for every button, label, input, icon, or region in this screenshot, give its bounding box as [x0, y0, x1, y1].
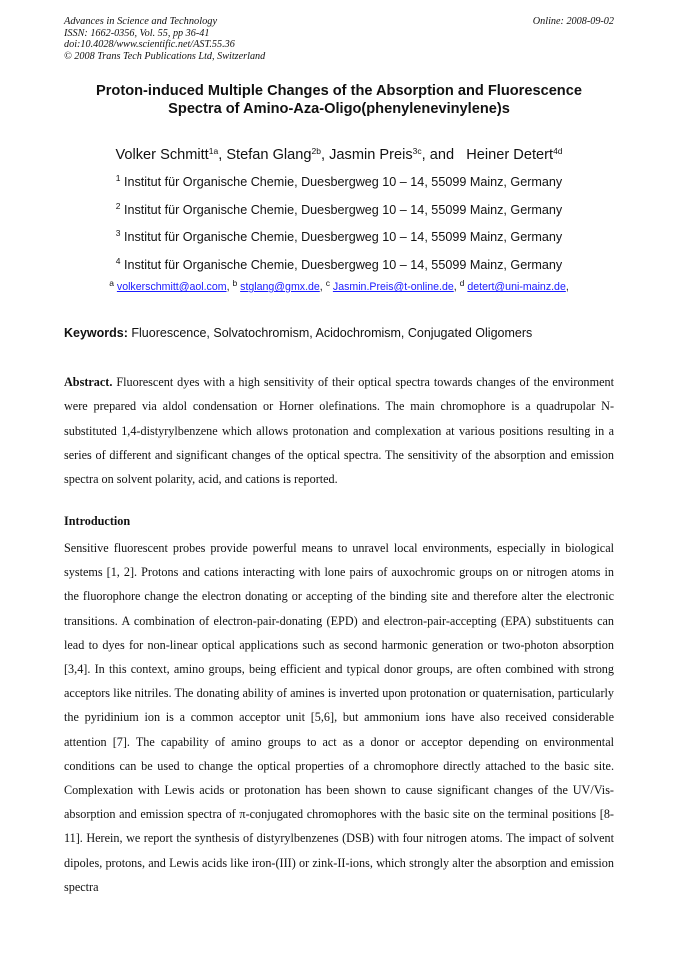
abstract — [64, 370, 614, 491]
affiliation-number: 1 — [115, 173, 121, 183]
email-link[interactable]: volkerschmitt@aol.com — [116, 281, 227, 293]
author-affil-mark: 2b — [311, 146, 321, 156]
email-mark: c — [325, 278, 330, 288]
abstract-text: Fluorescent dyes with a high sensitivity of their optical spectra towards changes of the environment were prepared via aldol condensation or Horner olefinations. The main chromophore is a quadrupolar N-substituted 1,4-distyrylbenzene which allows protonation and complexation at various positions resulting in a series of different and significant changes of the optical spectra. The sensitivity of the absorption and emission spectra on solvent polarity, acid, and cations is reported. — [64, 375, 614, 487]
author-affil-mark: 1a — [208, 146, 219, 156]
affiliation-number: 3 — [115, 228, 121, 238]
affiliation-text: Institut für Organische Chemie, Duesbergweg 10 – 14, 55099 Mainz, Germany — [124, 258, 563, 272]
author — [329, 147, 462, 163]
title-line-1: Proton-induced Multiple Changes of the Absorption and Fluorescence — [96, 83, 582, 99]
author-name: Jasmin Preis — [329, 147, 413, 163]
email-mark: d — [459, 278, 465, 288]
affiliation — [40, 174, 638, 190]
introduction-text: Sensitive fluorescent probes provide powerful means to unravel local environments, especially in biological systems [1, 2]. Protons and cations interacting with lone pairs of auxochromic groups on or nitrogen atoms in the fluorophore change the electron donating or accepting of the binding site and therefore alter the electronic transitions. A combination of electron-pair-donating (EPD) and electron-pair-accepting (EPA) substituents can lead to dyes for non-linear optical applications such as second harmonic generation or two-photon absorption [3,4]. In this context, amino groups, being efficient and typical donor groups, are often combined with strong acceptors like nitriles. The donating ability of amines is inverted upon protonation or quaternisation, particularly the pyridinium ion is a common acceptor unit [5,6], but ammonium ions have also received considerable attention [7]. The capability of amino groups to act as a donor or acceptor depending on environmental conditions can be used to change the optical properties of a chromophore directly attached to the basic site. Complexation with Lewis acids or protonation has been shown to cause significant changes of the UV/Vis-absorption and emission spectra of π-conjugated chromophores with the basic site on the terminal positions [8-11]. Herein, we report the synthesis of distyrylbenzenes (DSB) with four nitrogen atoms. The impact of solvent dipoles, protons, and Lewis acids like iron-(III) or zink-II-ions, which strongly alter the absorption and emission spectra — [64, 541, 614, 894]
author-name: Volker Schmitt — [115, 147, 209, 163]
abstract-label: Abstract. — [64, 375, 113, 389]
keywords-label: Keywords: — [64, 326, 128, 340]
section-heading-introduction: Introduction — [64, 514, 131, 528]
email-separator: , — [565, 281, 569, 293]
author-name: Heiner Detert — [466, 147, 554, 163]
author-affil-mark: 3c — [412, 146, 422, 156]
journal-name: Advances in Science and Technology — [64, 16, 218, 27]
author-name: Stefan Glang — [226, 147, 312, 163]
email-mark: a — [109, 278, 114, 288]
affiliation-text: Institut für Organische Chemie, Duesbergweg 10 – 14, 55099 Mainz, Germany — [124, 175, 563, 189]
author-separator: , — [321, 147, 330, 163]
copyright-line: © 2008 Trans Tech Publications Ltd, Switzerland — [64, 50, 266, 62]
email-separator: , — [319, 281, 326, 293]
email-link[interactable]: stglang@gmx.de — [240, 281, 320, 293]
author-separator: , — [218, 147, 227, 163]
paper-title — [40, 82, 638, 118]
affiliation — [40, 229, 638, 245]
email-mark: b — [232, 278, 238, 288]
affiliation-text: Institut für Organische Chemie, Duesbergweg 10 – 14, 55099 Mainz, Germany — [124, 230, 563, 244]
keywords-text: Fluorescence, Solvatochromism, Acidochromism, Conjugated Oligomers — [131, 326, 533, 340]
email-link[interactable]: detert@uni-mainz.de — [467, 281, 566, 293]
author-separator: , and — [421, 147, 463, 163]
email-separator: , — [453, 281, 460, 293]
title-line-2: Spectra of Amino-Aza-Oligo(phenylenevinylene)s — [168, 101, 510, 117]
affiliation-text: Institut für Organische Chemie, Duesbergweg 10 – 14, 55099 Mainz, Germany — [124, 203, 563, 217]
keywords — [64, 325, 624, 341]
affiliation — [40, 257, 638, 273]
online-date: Online: 2008-09-02 — [532, 16, 614, 27]
affiliation — [40, 202, 638, 218]
author — [466, 147, 562, 163]
affiliation-number: 2 — [115, 201, 121, 211]
author-list — [40, 146, 638, 164]
affiliation-number: 4 — [115, 256, 121, 266]
doi-line: doi:10.4028/www.scientific.net/AST.55.36 — [64, 39, 235, 50]
journal-header — [64, 16, 265, 62]
author — [226, 147, 329, 163]
author — [115, 147, 226, 163]
email-list — [40, 280, 638, 294]
email-separator: , — [226, 281, 233, 293]
issn-line: ISSN: 1662-0356, Vol. 55, pp 36-41 — [64, 27, 210, 39]
author-affil-mark: 4d — [553, 146, 563, 156]
email-link[interactable]: Jasmin.Preis@t-online.de — [332, 281, 454, 293]
